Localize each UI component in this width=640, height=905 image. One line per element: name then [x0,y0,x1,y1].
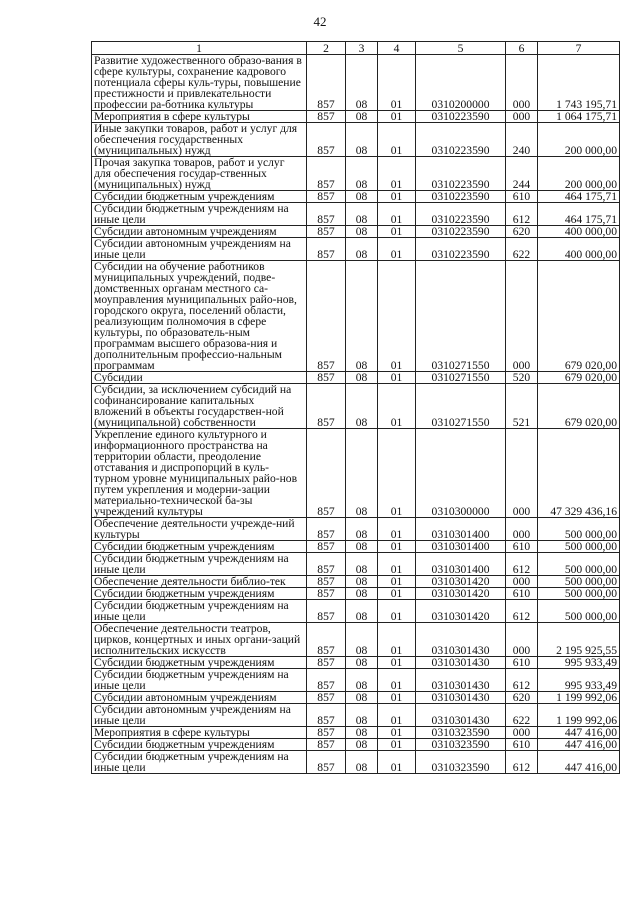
cell-code-4: 01 [378,372,416,384]
row-name-cell: Обеспечение деятельности библио-тек [92,576,307,588]
cell-code-5: 0310223590 [416,123,506,157]
cell-amount: 447 416,00 [538,739,620,751]
cell-code-5: 0310301420 [416,600,506,623]
cell-code-4: 01 [378,600,416,623]
cell-code-3: 08 [346,261,378,372]
cell-code-5: 0310271550 [416,384,506,429]
row-name-cell: Прочая закупка товаров, работ и услуг для обеспечения государ-ственных (муниципальных) нужд [92,157,307,191]
cell-code-6: 520 [506,372,538,384]
cell-code-5: 0310223590 [416,203,506,226]
row-name-cell: Субсидии [92,372,307,384]
row-name-cell: Субсидии бюджетным учреждениям [92,657,307,669]
row-name-cell: Обеспечение деятельности учрежде-ний культуры [92,518,307,541]
cell-code-5: 0310323590 [416,727,506,739]
cell-code-5: 0310301430 [416,623,506,657]
cell-code-2: 857 [307,588,346,600]
cell-code-2: 857 [307,372,346,384]
cell-code-3: 08 [346,657,378,669]
cell-code-4: 01 [378,727,416,739]
column-header: 6 [506,42,538,55]
cell-code-6: 610 [506,657,538,669]
cell-amount: 400 000,00 [538,226,620,238]
cell-amount: 1 199 992,06 [538,692,620,704]
cell-code-5: 0310301430 [416,657,506,669]
cell-code-5: 0310301400 [416,518,506,541]
row-name-cell: Развитие художественного образо-вания в сфере культуры, сохранение кадрового потенциала сферы куль-туры, повышение престижности и привлекательности профессии ра-ботника культуры [92,55,307,111]
cell-amount: 447 416,00 [538,727,620,739]
cell-code-4: 01 [378,261,416,372]
cell-code-5: 0310301430 [416,704,506,727]
table-row [92,704,620,727]
column-header: 4 [378,42,416,55]
cell-code-2: 857 [307,261,346,372]
table-row [92,669,620,692]
cell-amount: 1 199 992,06 [538,704,620,727]
cell-amount: 464 175,71 [538,203,620,226]
table-row [92,429,620,518]
row-name-cell: Мероприятия в сфере культуры [92,727,307,739]
cell-code-6: 000 [506,623,538,657]
cell-code-4: 01 [378,751,416,774]
cell-code-6: 000 [506,576,538,588]
table-row [92,55,620,111]
cell-code-4: 01 [378,739,416,751]
cell-code-5: 0310271550 [416,261,506,372]
table-row [92,157,620,191]
cell-code-4: 01 [378,429,416,518]
cell-code-6: 610 [506,739,538,751]
row-name-cell: Субсидии бюджетным учреждениям [92,739,307,751]
cell-code-4: 01 [378,384,416,429]
cell-code-5: 0310300000 [416,429,506,518]
cell-amount: 2 195 925,55 [538,623,620,657]
cell-code-3: 08 [346,203,378,226]
table-row [92,541,620,553]
cell-code-3: 08 [346,238,378,261]
row-name-cell: Субсидии бюджетным учреждениям на иные цели [92,669,307,692]
cell-amount: 447 416,00 [538,751,620,774]
row-name-cell: Субсидии бюджетным учреждениям [92,588,307,600]
cell-code-4: 01 [378,203,416,226]
cell-code-5: 0310301430 [416,669,506,692]
table-row [92,751,620,774]
cell-code-2: 857 [307,704,346,727]
cell-amount: 464 175,71 [538,191,620,203]
cell-code-6: 622 [506,238,538,261]
cell-code-4: 01 [378,553,416,576]
table-row [92,739,620,751]
cell-code-4: 01 [378,623,416,657]
table-row [92,226,620,238]
row-name-cell: Мероприятия в сфере культуры [92,111,307,123]
cell-amount: 1 064 175,71 [538,111,620,123]
cell-code-3: 08 [346,623,378,657]
cell-code-6: 000 [506,518,538,541]
cell-code-6: 000 [506,55,538,111]
cell-code-2: 857 [307,727,346,739]
cell-code-3: 08 [346,429,378,518]
cell-code-5: 0310301430 [416,692,506,704]
cell-code-6: 521 [506,384,538,429]
cell-code-3: 08 [346,518,378,541]
row-name-cell: Субсидии автономным учреждениям на иные цели [92,704,307,727]
cell-code-4: 01 [378,704,416,727]
cell-code-4: 01 [378,191,416,203]
table-row [92,553,620,576]
cell-code-5: 0310323590 [416,751,506,774]
cell-code-3: 08 [346,704,378,727]
cell-code-6: 612 [506,669,538,692]
cell-code-6: 620 [506,226,538,238]
cell-amount: 500 000,00 [538,518,620,541]
header-row [92,42,620,55]
cell-amount: 400 000,00 [538,238,620,261]
cell-code-6: 612 [506,203,538,226]
table-row [92,111,620,123]
cell-code-5: 0310271550 [416,372,506,384]
cell-code-3: 08 [346,111,378,123]
budget-table [91,41,620,774]
cell-code-3: 08 [346,372,378,384]
cell-code-6: 612 [506,553,538,576]
table-row [92,203,620,226]
cell-amount: 500 000,00 [538,553,620,576]
cell-code-2: 857 [307,739,346,751]
cell-code-3: 08 [346,588,378,600]
column-header: 7 [538,42,620,55]
cell-code-2: 857 [307,157,346,191]
cell-code-6: 612 [506,600,538,623]
cell-code-2: 857 [307,623,346,657]
cell-code-5: 0310301400 [416,541,506,553]
table-row [92,657,620,669]
row-name-cell: Субсидии, за исключением субсидий на софинансирование капитальных вложений в объекты государствен-ной (муниципальной) собственности [92,384,307,429]
cell-code-2: 857 [307,123,346,157]
table-row [92,727,620,739]
cell-amount: 995 933,49 [538,657,620,669]
cell-amount: 679 020,00 [538,384,620,429]
cell-code-4: 01 [378,576,416,588]
cell-amount: 679 020,00 [538,261,620,372]
row-name-cell: Субсидии автономным учреждениям [92,226,307,238]
row-name-cell: Субсидии автономным учреждениям на иные цели [92,238,307,261]
row-name-cell: Субсидии на обучение работников муниципальных учреждений, подве-домственных органам местного са-моуправления муниципальных райо-нов, городского округа, поселений области, реализующим полномочия в сфере культуры, по образователь-ным программам высшего образова-ния и дополнительным профессио-нальным программам [92,261,307,372]
cell-code-6: 610 [506,588,538,600]
row-name-cell: Укрепление единого культурного и информационного пространства на территории области, преодоление отставания и диспропорций в куль-турном уровне муниципальных райо-нов путем укрепления и модерни-зации материально-технической ба-зы учреждений культуры [92,429,307,518]
cell-code-2: 857 [307,111,346,123]
column-header: 3 [346,42,378,55]
row-name-cell: Иные закупки товаров, работ и услуг для обеспечения государственных (муниципальных) нужд [92,123,307,157]
cell-code-2: 857 [307,751,346,774]
table-body [92,55,620,774]
cell-code-2: 857 [307,55,346,111]
cell-code-3: 08 [346,226,378,238]
cell-amount: 200 000,00 [538,123,620,157]
table-row [92,384,620,429]
cell-code-4: 01 [378,157,416,191]
cell-code-2: 857 [307,203,346,226]
cell-amount: 200 000,00 [538,157,620,191]
cell-code-2: 857 [307,657,346,669]
cell-code-2: 857 [307,226,346,238]
table-row [92,600,620,623]
cell-code-6: 000 [506,261,538,372]
cell-code-4: 01 [378,588,416,600]
cell-code-5: 0310301420 [416,576,506,588]
cell-code-6: 000 [506,727,538,739]
cell-code-2: 857 [307,191,346,203]
cell-code-4: 01 [378,123,416,157]
cell-code-3: 08 [346,739,378,751]
cell-code-2: 857 [307,238,346,261]
column-header: 5 [416,42,506,55]
column-header: 2 [307,42,346,55]
cell-code-3: 08 [346,157,378,191]
cell-code-2: 857 [307,553,346,576]
cell-code-5: 0310200000 [416,55,506,111]
cell-amount: 679 020,00 [538,372,620,384]
table-row [92,692,620,704]
cell-code-3: 08 [346,692,378,704]
cell-code-2: 857 [307,692,346,704]
table-row [92,123,620,157]
cell-code-4: 01 [378,518,416,541]
row-name-cell: Субсидии бюджетным учреждениям на иные цели [92,751,307,774]
row-name-cell: Субсидии автономным учреждениям [92,692,307,704]
cell-code-4: 01 [378,657,416,669]
cell-code-6: 610 [506,541,538,553]
table-row [92,261,620,372]
cell-code-6: 610 [506,191,538,203]
cell-amount: 1 743 195,71 [538,55,620,111]
cell-code-6: 000 [506,111,538,123]
cell-code-3: 08 [346,600,378,623]
cell-code-3: 08 [346,541,378,553]
column-header: 1 [92,42,307,55]
cell-code-4: 01 [378,541,416,553]
cell-amount: 995 933,49 [538,669,620,692]
cell-code-2: 857 [307,600,346,623]
table-row [92,518,620,541]
cell-code-6: 000 [506,429,538,518]
row-name-cell: Обеспечение деятельности театров, цирков, концертных и иных органи-заций исполнительских искусств [92,623,307,657]
table-row [92,576,620,588]
cell-code-2: 857 [307,669,346,692]
cell-code-4: 01 [378,669,416,692]
cell-amount: 500 000,00 [538,600,620,623]
cell-code-4: 01 [378,226,416,238]
cell-code-3: 08 [346,576,378,588]
cell-code-3: 08 [346,727,378,739]
cell-code-2: 857 [307,384,346,429]
cell-code-3: 08 [346,553,378,576]
cell-code-4: 01 [378,238,416,261]
cell-amount: 500 000,00 [538,588,620,600]
cell-code-6: 240 [506,123,538,157]
table-row [92,238,620,261]
row-name-cell: Субсидии бюджетным учреждениям на иные цели [92,600,307,623]
cell-code-2: 857 [307,576,346,588]
cell-code-6: 244 [506,157,538,191]
cell-code-4: 01 [378,111,416,123]
cell-code-3: 08 [346,669,378,692]
cell-amount: 500 000,00 [538,541,620,553]
row-name-cell: Субсидии бюджетным учреждениям [92,541,307,553]
table-row [92,623,620,657]
row-name-cell: Субсидии бюджетным учреждениям на иные цели [92,203,307,226]
page-number: 42 [313,14,327,29]
cell-code-5: 0310223590 [416,238,506,261]
cell-code-3: 08 [346,384,378,429]
cell-code-2: 857 [307,429,346,518]
cell-code-5: 0310223590 [416,111,506,123]
cell-code-4: 01 [378,692,416,704]
cell-code-2: 857 [307,518,346,541]
cell-code-5: 0310223590 [416,157,506,191]
row-name-cell: Субсидии бюджетным учреждениям [92,191,307,203]
row-name-cell: Субсидии бюджетным учреждениям на иные цели [92,553,307,576]
cell-code-2: 857 [307,541,346,553]
cell-code-6: 622 [506,704,538,727]
cell-code-5: 0310301400 [416,553,506,576]
cell-code-6: 620 [506,692,538,704]
table-row [92,191,620,203]
cell-code-3: 08 [346,751,378,774]
cell-code-5: 0310223590 [416,226,506,238]
cell-code-3: 08 [346,55,378,111]
cell-code-5: 0310323590 [416,739,506,751]
cell-code-4: 01 [378,55,416,111]
cell-code-3: 08 [346,123,378,157]
table-row [92,588,620,600]
cell-code-5: 0310301420 [416,588,506,600]
table-row [92,372,620,384]
cell-amount: 47 329 436,16 [538,429,620,518]
cell-amount: 500 000,00 [538,576,620,588]
cell-code-5: 0310223590 [416,191,506,203]
cell-code-3: 08 [346,191,378,203]
cell-code-6: 612 [506,751,538,774]
